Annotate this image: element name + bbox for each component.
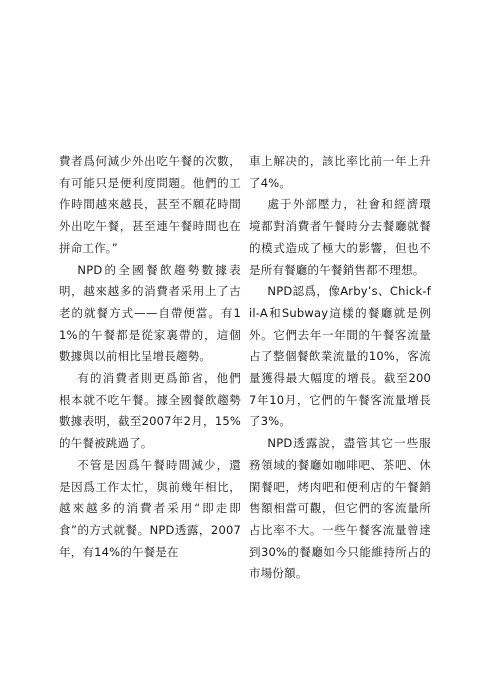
left-column	[59, 151, 241, 563]
paragraph: 費者爲何減少外出吃午餐的次數，有可能只是便利度問題。他們的工作時間越來越長，甚至不願花時間外出吃午餐，甚至連午餐時間也在拼命工作。”	[59, 154, 241, 255]
paragraph: 處于外部壓力，社會和經濟環境都對消費者午餐時分去餐廳就餐的模式造成了極大的影響，但也不是所有餐廳的午餐銷售都不理想。	[249, 197, 431, 277]
paragraph: 車上解决的，該比率比前一年上升了4%。	[249, 154, 431, 190]
paragraph: NPD透露說，盡管其它一些服務領域的餐廳如咖啡吧、茶吧、休閑餐吧，烤肉吧和便利店的午餐銷售額相當可觀，但它們的客流量所占比率不大。一些午餐客流量曾達到30%的餐廳如今只能維持所占的市場份額。	[249, 436, 431, 581]
paragraph: NPD的全國餐飲趨勢數據表明，越來越多的消費者采用上了古老的就餐方式——自帶便當。有11%的午餐都是從家裏帶的，這個數據與以前相比呈增長趨勢。	[59, 262, 241, 364]
paragraph: 不管是因爲午餐時間減少，還是因爲工作太忙，與前幾年相比，越來越多的消費者采用“即走即食”的方式就餐。NPD透露，2007年，有14%的午餐是在	[59, 457, 241, 559]
paragraph: NPD認爲，像Arby’s、Chick-fil-A和Subway這樣的餐廳就是例外。它們去年一年間的午餐客流量占了整個餐飲業流量的10%，客流量獲得最大幅度的增長。截至2007年10月，它們的午餐客流量增長了3%。	[249, 284, 431, 429]
paragraph: 有的消費者則更爲節省，他們根本就不吃午餐。據全國餐飲趨勢數據表明，截至2007年2月，15%的午餐被跳過了。	[59, 371, 241, 451]
right-column	[249, 151, 431, 585]
